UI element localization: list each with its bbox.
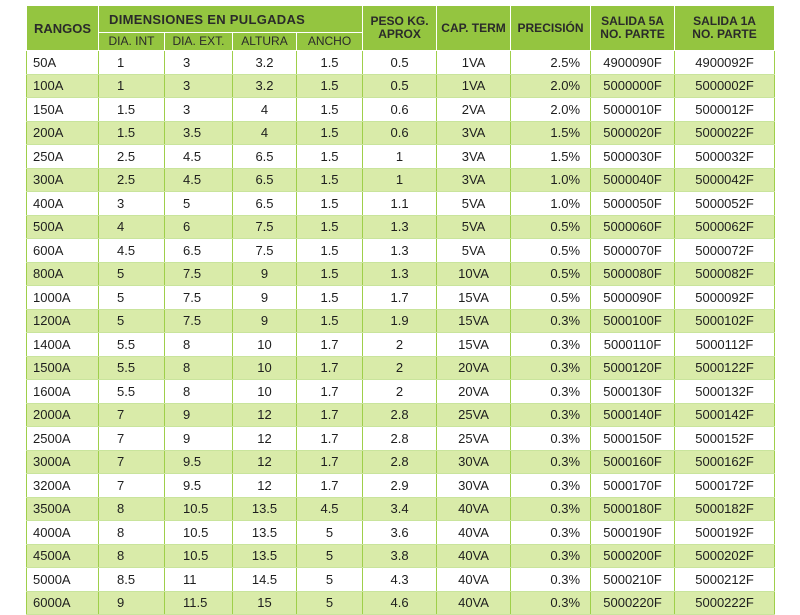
cell-dia-ext: 9 [165,427,233,451]
cell-salida-1a: 5000002F [675,74,775,98]
table-body [27,51,775,615]
cell-salida-5a: 5000030F [591,145,675,169]
cell-dia-int: 9 [99,591,165,615]
cell-precision: 0.5% [511,215,591,239]
cell-rango: 1400A [27,333,99,357]
cell-salida-5a: 5000160F [591,450,675,474]
cell-salida-1a: 5000112F [675,333,775,357]
table-header [27,6,775,51]
cell-rango: 250A [27,145,99,169]
cell-peso: 2.9 [363,474,437,498]
cell-dia-ext: 5 [165,192,233,216]
cell-cap-term: 5VA [437,239,511,263]
cell-ancho: 1.7 [297,403,363,427]
cell-salida-5a: 5000000F [591,74,675,98]
cell-cap-term: 40VA [437,544,511,568]
cell-precision: 0.3% [511,333,591,357]
cell-dia-ext: 6.5 [165,239,233,263]
cell-dia-ext: 11.5 [165,591,233,615]
cell-precision: 0.3% [511,380,591,404]
cell-dia-ext: 3 [165,98,233,122]
cell-peso: 1.3 [363,239,437,263]
cell-salida-5a: 5000170F [591,474,675,498]
cell-dia-int: 1.5 [99,98,165,122]
cell-salida-5a: 5000050F [591,192,675,216]
cell-ancho: 1.5 [297,215,363,239]
cell-salida-1a: 5000162F [675,450,775,474]
cell-rango: 4000A [27,521,99,545]
cell-dia-ext: 10.5 [165,497,233,521]
cell-salida-5a: 5000190F [591,521,675,545]
cell-peso: 1 [363,168,437,192]
cell-dia-int: 7 [99,474,165,498]
cell-dia-int: 5.5 [99,380,165,404]
cell-peso: 0.6 [363,121,437,145]
cell-ancho: 5 [297,544,363,568]
header-dimensiones: DIMENSIONES EN PULGADAS [99,6,363,33]
header-rangos: RANGOS [27,6,99,51]
cell-altura: 6.5 [233,192,297,216]
cell-altura: 12 [233,403,297,427]
cell-dia-int: 5.5 [99,356,165,380]
cell-salida-1a: 5000182F [675,497,775,521]
cell-ancho: 1.5 [297,51,363,75]
cell-altura: 10 [233,380,297,404]
cell-dia-int: 1.5 [99,121,165,145]
cell-peso: 2 [363,333,437,357]
cell-salida-1a: 5000042F [675,168,775,192]
cell-dia-ext: 9.5 [165,450,233,474]
cell-ancho: 1.5 [297,121,363,145]
cell-altura: 3.2 [233,51,297,75]
cell-peso: 4.6 [363,591,437,615]
cell-dia-int: 1 [99,51,165,75]
cell-ancho: 5 [297,591,363,615]
table-row [27,568,775,592]
cell-dia-ext: 3 [165,51,233,75]
cell-ancho: 5 [297,521,363,545]
cell-peso: 2 [363,380,437,404]
cell-altura: 14.5 [233,568,297,592]
cell-salida-5a: 5000220F [591,591,675,615]
cell-ancho: 1.5 [297,286,363,310]
cell-peso: 3.4 [363,497,437,521]
cell-cap-term: 25VA [437,403,511,427]
table-row [27,286,775,310]
spec-table [26,5,775,615]
table-row [27,309,775,333]
table-row [27,474,775,498]
cell-salida-1a: 5000202F [675,544,775,568]
cell-cap-term: 30VA [437,474,511,498]
table-row [27,74,775,98]
cell-cap-term: 3VA [437,145,511,169]
cell-dia-ext: 10.5 [165,544,233,568]
table-row [27,239,775,263]
cell-salida-5a: 5000060F [591,215,675,239]
cell-cap-term: 15VA [437,333,511,357]
cell-salida-5a: 5000120F [591,356,675,380]
cell-salida-5a: 5000090F [591,286,675,310]
cell-dia-int: 1 [99,74,165,98]
cell-salida-5a: 5000140F [591,403,675,427]
cell-ancho: 5 [297,568,363,592]
cell-ancho: 1.5 [297,98,363,122]
cell-precision: 0.3% [511,309,591,333]
cell-altura: 6.5 [233,168,297,192]
cell-ancho: 4.5 [297,497,363,521]
cell-precision: 0.3% [511,544,591,568]
cell-cap-term: 40VA [437,568,511,592]
cell-peso: 2.8 [363,450,437,474]
cell-rango: 50A [27,51,99,75]
table-row [27,145,775,169]
header-cap-term: CAP. TERM [437,6,511,51]
cell-ancho: 1.5 [297,262,363,286]
cell-rango: 2000A [27,403,99,427]
cell-cap-term: 5VA [437,192,511,216]
cell-precision: 2.0% [511,74,591,98]
cell-dia-int: 7 [99,427,165,451]
cell-precision: 2.5% [511,51,591,75]
cell-salida-1a: 5000012F [675,98,775,122]
cell-altura: 12 [233,450,297,474]
cell-altura: 15 [233,591,297,615]
cell-peso: 1 [363,145,437,169]
cell-precision: 0.3% [511,356,591,380]
cell-ancho: 1.7 [297,474,363,498]
cell-peso: 0.5 [363,51,437,75]
cell-rango: 150A [27,98,99,122]
cell-altura: 9 [233,262,297,286]
cell-dia-int: 7 [99,403,165,427]
header-peso-line2: APROX [378,27,421,41]
cell-ancho: 1.5 [297,192,363,216]
cell-precision: 0.5% [511,286,591,310]
cell-ancho: 1.7 [297,427,363,451]
cell-salida-1a: 5000192F [675,521,775,545]
table-row [27,215,775,239]
cell-altura: 12 [233,427,297,451]
cell-rango: 6000A [27,591,99,615]
cell-salida-5a: 5000130F [591,380,675,404]
cell-peso: 0.5 [363,74,437,98]
cell-peso: 1.3 [363,215,437,239]
cell-dia-int: 8 [99,544,165,568]
cell-cap-term: 5VA [437,215,511,239]
spec-table-container [26,5,774,615]
cell-peso: 1.9 [363,309,437,333]
cell-salida-1a: 5000032F [675,145,775,169]
table-row [27,192,775,216]
cell-dia-ext: 4.5 [165,145,233,169]
cell-dia-int: 4 [99,215,165,239]
cell-salida-5a: 5000020F [591,121,675,145]
table-row [27,450,775,474]
header-salida-1a [675,6,775,51]
cell-dia-int: 5 [99,309,165,333]
cell-rango: 3500A [27,497,99,521]
cell-dia-ext: 7.5 [165,262,233,286]
cell-altura: 9 [233,286,297,310]
cell-dia-ext: 10.5 [165,521,233,545]
table-row [27,98,775,122]
cell-precision: 0.3% [511,450,591,474]
table-row [27,521,775,545]
cell-salida-1a: 5000172F [675,474,775,498]
cell-dia-int: 5 [99,262,165,286]
cell-rango: 600A [27,239,99,263]
cell-precision: 1.0% [511,168,591,192]
cell-cap-term: 1VA [437,74,511,98]
cell-dia-ext: 8 [165,380,233,404]
table-row [27,380,775,404]
header-precision: PRECISIÓN [511,6,591,51]
cell-altura: 10 [233,356,297,380]
cell-cap-term: 15VA [437,309,511,333]
cell-cap-term: 15VA [437,286,511,310]
cell-altura: 7.5 [233,239,297,263]
header-peso-line1: PESO KG. [370,14,429,28]
table-row [27,168,775,192]
cell-salida-5a: 5000200F [591,544,675,568]
cell-dia-ext: 9.5 [165,474,233,498]
cell-precision: 1.5% [511,121,591,145]
header-altura: ALTURA [233,33,297,51]
cell-peso: 1.3 [363,262,437,286]
cell-peso: 2 [363,356,437,380]
table-row [27,356,775,380]
header-salida-5a [591,6,675,51]
header-salida-5a-line1: SALIDA 5A [601,14,664,28]
cell-altura: 3.2 [233,74,297,98]
cell-cap-term: 40VA [437,497,511,521]
header-salida-1a-line1: SALIDA 1A [693,14,756,28]
cell-rango: 200A [27,121,99,145]
cell-salida-1a: 5000122F [675,356,775,380]
cell-salida-1a: 5000062F [675,215,775,239]
cell-dia-int: 2.5 [99,168,165,192]
cell-salida-1a: 5000092F [675,286,775,310]
cell-salida-1a: 5000142F [675,403,775,427]
table-row [27,121,775,145]
cell-cap-term: 3VA [437,168,511,192]
cell-altura: 13.5 [233,521,297,545]
cell-dia-ext: 7.5 [165,286,233,310]
cell-salida-1a: 5000022F [675,121,775,145]
cell-precision: 2.0% [511,98,591,122]
cell-dia-ext: 11 [165,568,233,592]
cell-ancho: 1.7 [297,450,363,474]
cell-salida-1a: 5000152F [675,427,775,451]
table-row [27,403,775,427]
cell-dia-ext: 3 [165,74,233,98]
cell-rango: 1600A [27,380,99,404]
header-salida-1a-line2: NO. PARTE [692,27,757,41]
cell-dia-int: 5.5 [99,333,165,357]
cell-ancho: 1.5 [297,145,363,169]
cell-rango: 1500A [27,356,99,380]
cell-altura: 12 [233,474,297,498]
cell-cap-term: 30VA [437,450,511,474]
cell-ancho: 1.5 [297,239,363,263]
cell-salida-1a: 5000072F [675,239,775,263]
cell-peso: 3.6 [363,521,437,545]
cell-altura: 4 [233,98,297,122]
cell-dia-ext: 8 [165,333,233,357]
header-dia-int: DIA. INT [99,33,165,51]
header-peso [363,6,437,51]
cell-ancho: 1.5 [297,74,363,98]
cell-ancho: 1.5 [297,309,363,333]
cell-rango: 400A [27,192,99,216]
cell-salida-5a: 5000070F [591,239,675,263]
cell-salida-1a: 5000222F [675,591,775,615]
cell-dia-int: 5 [99,286,165,310]
cell-salida-5a: 5000150F [591,427,675,451]
cell-precision: 0.3% [511,403,591,427]
cell-salida-1a: 4900092F [675,51,775,75]
cell-dia-ext: 4.5 [165,168,233,192]
cell-cap-term: 3VA [437,121,511,145]
cell-altura: 6.5 [233,145,297,169]
cell-cap-term: 10VA [437,262,511,286]
cell-peso: 2.8 [363,427,437,451]
cell-salida-5a: 5000180F [591,497,675,521]
cell-dia-ext: 6 [165,215,233,239]
cell-dia-int: 7 [99,450,165,474]
cell-precision: 0.3% [511,497,591,521]
cell-salida-5a: 5000100F [591,309,675,333]
cell-rango: 1000A [27,286,99,310]
cell-cap-term: 2VA [437,98,511,122]
cell-salida-5a: 5000080F [591,262,675,286]
cell-ancho: 1.7 [297,380,363,404]
table-row [27,497,775,521]
cell-cap-term: 25VA [437,427,511,451]
cell-precision: 1.5% [511,145,591,169]
cell-rango: 1200A [27,309,99,333]
cell-peso: 2.8 [363,403,437,427]
cell-peso: 1.1 [363,192,437,216]
cell-ancho: 1.7 [297,356,363,380]
table-row [27,591,775,615]
cell-altura: 9 [233,309,297,333]
cell-altura: 13.5 [233,544,297,568]
cell-peso: 3.8 [363,544,437,568]
table-row [27,51,775,75]
cell-rango: 2500A [27,427,99,451]
cell-altura: 7.5 [233,215,297,239]
header-dia-ext: DIA. EXT. [165,33,233,51]
cell-precision: 1.0% [511,192,591,216]
cell-salida-1a: 5000082F [675,262,775,286]
cell-peso: 1.7 [363,286,437,310]
cell-precision: 0.3% [511,521,591,545]
cell-rango: 3200A [27,474,99,498]
cell-rango: 500A [27,215,99,239]
header-ancho: ANCHO [297,33,363,51]
cell-rango: 5000A [27,568,99,592]
cell-salida-5a: 5000110F [591,333,675,357]
cell-salida-1a: 5000132F [675,380,775,404]
header-salida-5a-line2: NO. PARTE [600,27,665,41]
cell-ancho: 1.7 [297,333,363,357]
cell-cap-term: 40VA [437,591,511,615]
cell-altura: 4 [233,121,297,145]
cell-dia-ext: 8 [165,356,233,380]
cell-rango: 300A [27,168,99,192]
cell-salida-1a: 5000102F [675,309,775,333]
cell-ancho: 1.5 [297,168,363,192]
cell-salida-1a: 5000052F [675,192,775,216]
cell-dia-int: 8 [99,521,165,545]
cell-dia-int: 3 [99,192,165,216]
cell-dia-ext: 3.5 [165,121,233,145]
cell-precision: 0.5% [511,239,591,263]
cell-altura: 10 [233,333,297,357]
cell-altura: 13.5 [233,497,297,521]
table-row [27,333,775,357]
cell-cap-term: 1VA [437,51,511,75]
cell-peso: 4.3 [363,568,437,592]
cell-dia-int: 4.5 [99,239,165,263]
table-row [27,544,775,568]
cell-salida-1a: 5000212F [675,568,775,592]
cell-cap-term: 40VA [437,521,511,545]
cell-precision: 0.3% [511,474,591,498]
cell-salida-5a: 5000210F [591,568,675,592]
cell-cap-term: 20VA [437,380,511,404]
cell-dia-int: 2.5 [99,145,165,169]
cell-dia-int: 8.5 [99,568,165,592]
cell-precision: 0.3% [511,591,591,615]
cell-cap-term: 20VA [437,356,511,380]
cell-rango: 4500A [27,544,99,568]
cell-precision: 0.3% [511,568,591,592]
cell-rango: 100A [27,74,99,98]
cell-rango: 800A [27,262,99,286]
cell-precision: 0.5% [511,262,591,286]
table-row [27,427,775,451]
cell-rango: 3000A [27,450,99,474]
cell-salida-5a: 5000040F [591,168,675,192]
cell-salida-5a: 4900090F [591,51,675,75]
table-row [27,262,775,286]
cell-dia-ext: 9 [165,403,233,427]
cell-dia-int: 8 [99,497,165,521]
cell-precision: 0.3% [511,427,591,451]
cell-dia-ext: 7.5 [165,309,233,333]
cell-peso: 0.6 [363,98,437,122]
cell-salida-5a: 5000010F [591,98,675,122]
